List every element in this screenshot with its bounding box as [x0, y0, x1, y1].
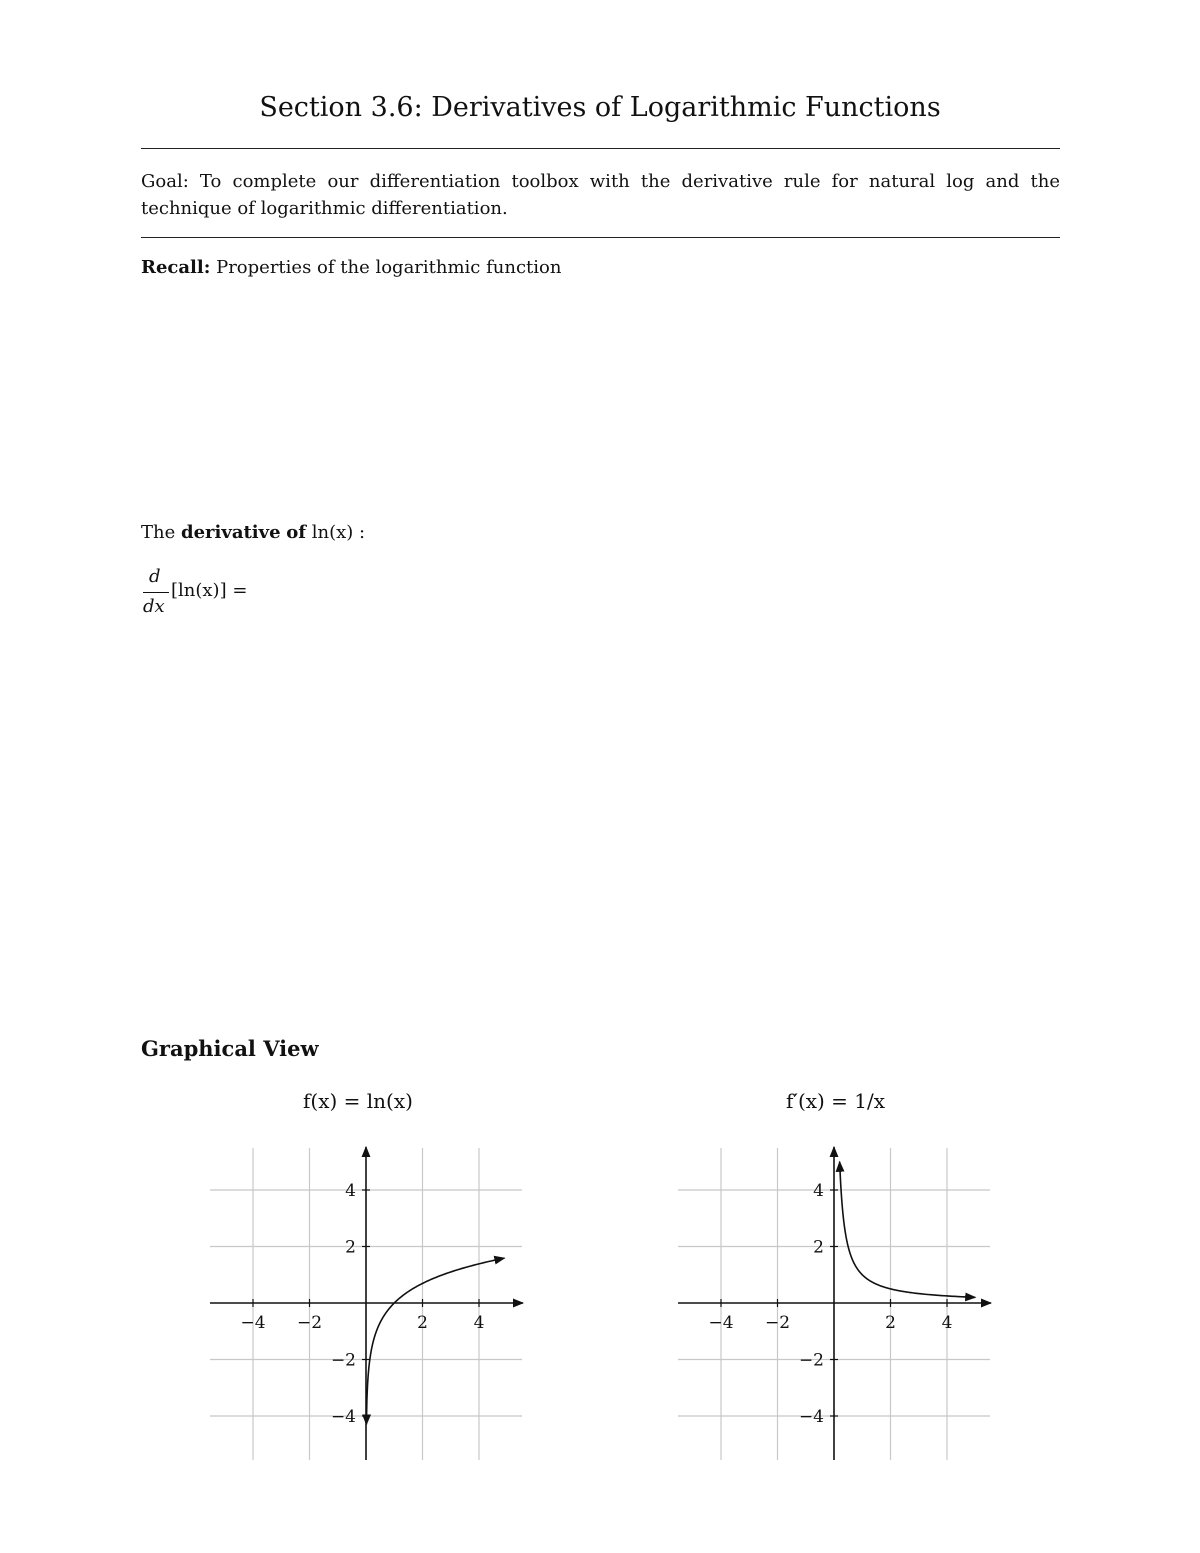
x-tick-label: −2 — [296, 1313, 323, 1333]
x-tick-label: 2 — [885, 1313, 896, 1333]
x-tick-label: −4 — [708, 1313, 734, 1333]
y-tick-label: −2 — [798, 1350, 824, 1371]
graphical-view-heading: Graphical View — [141, 1036, 319, 1061]
y-tick-label: 4 — [813, 1181, 824, 1201]
derivative-bold: derivative — [181, 522, 281, 543]
y-tick-label: 2 — [813, 1237, 824, 1258]
derivative-func: ln(x) : — [311, 522, 366, 543]
recall-text: Properties of the logarithmic function — [216, 257, 562, 278]
x-tick-label: 4 — [473, 1313, 485, 1333]
recall-label: Recall: — [141, 257, 211, 278]
graph-ln — [200, 1140, 540, 1470]
frac-denominator: dx — [143, 596, 165, 617]
derivative-of: of — [286, 522, 307, 543]
divider-top — [141, 148, 1060, 149]
graph-2-title: f′(x) = 1/x — [786, 1089, 886, 1113]
y-tick-label: 4 — [345, 1181, 356, 1201]
x-tick-label: −2 — [764, 1313, 791, 1333]
goal-text: To complete our differentiation toolbox with the derivative rule for natural log and the technique of logarithmic differentiation. — [141, 171, 1060, 219]
frac-bar — [143, 592, 169, 593]
function-curve — [366, 1258, 504, 1424]
x-tick-label: 4 — [941, 1313, 953, 1333]
goal-label: Goal: — [141, 171, 189, 192]
recall-line — [141, 257, 561, 278]
page-title: Section 3.6: Derivatives of Logarithmic Functions — [259, 92, 941, 123]
y-tick-label: 2 — [345, 1237, 356, 1258]
formula-expression: [ln(x)] = — [171, 580, 248, 601]
divider-bottom — [141, 237, 1060, 238]
graph-1-title: f(x) = ln(x) — [303, 1089, 413, 1113]
derivative-heading — [141, 522, 365, 543]
goal-paragraph — [141, 168, 1060, 222]
graph-reciprocal — [668, 1140, 1008, 1470]
derivative-prefix: The — [141, 522, 176, 543]
y-tick-label: −2 — [330, 1350, 356, 1371]
y-tick-label: −4 — [798, 1407, 824, 1427]
x-tick-label: −4 — [240, 1313, 266, 1333]
frac-numerator: d — [149, 566, 161, 587]
y-tick-label: −4 — [330, 1407, 356, 1427]
function-curve — [840, 1162, 976, 1298]
x-tick-label: 2 — [417, 1313, 428, 1333]
